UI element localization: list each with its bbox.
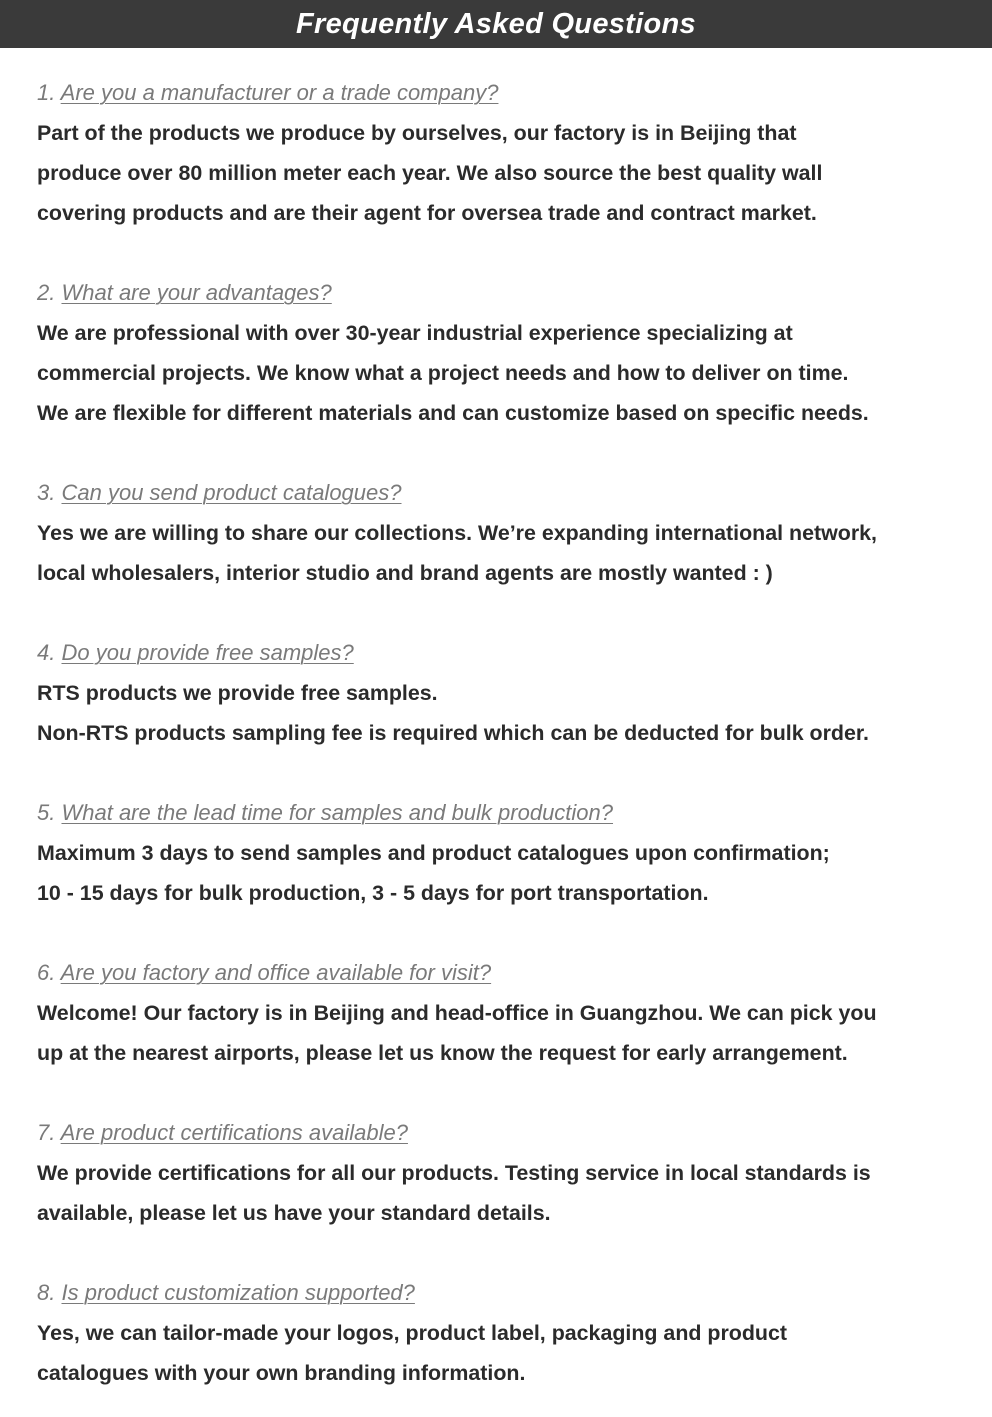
answer-line: 10 - 15 days for bulk production, 3 - 5 days for port transportation. [37, 881, 709, 905]
question-number: 4. [37, 640, 56, 665]
answer-line: Non-RTS products sampling fee is required which can be deducted for bulk order. [37, 721, 869, 745]
faq-question-6 [37, 953, 967, 993]
faq-question-2 [37, 273, 967, 313]
faq-question-8 [37, 1273, 967, 1313]
question-text: Are you a manufacturer or a trade company? [60, 80, 499, 105]
answer-line: catalogues with your own branding information. [37, 1361, 526, 1385]
question-number: 6. [37, 960, 56, 985]
question-number: 7. [37, 1120, 56, 1145]
faq-item-2 [37, 273, 967, 433]
question-text: Is product customization supported? [61, 1280, 415, 1305]
faq-answer-5 [37, 833, 967, 913]
faq-answer-4 [37, 673, 967, 753]
question-number: 3. [37, 480, 56, 505]
question-number: 8. [37, 1280, 56, 1305]
faq-answer-1 [37, 113, 967, 233]
answer-line: Part of the products we produce by ourselves, our factory is in Beijing that [37, 121, 797, 145]
faq-question-7 [37, 1113, 967, 1153]
page-title: Frequently Asked Questions [296, 8, 696, 40]
faq-item-1 [37, 73, 967, 233]
answer-line: Yes we are willing to share our collections. We’re expanding international network, [37, 521, 877, 545]
answer-line: up at the nearest airports, please let us know the request for early arrangement. [37, 1041, 848, 1065]
question-number: 5. [37, 800, 56, 825]
faq-item-5 [37, 793, 967, 913]
faq-answer-7 [37, 1153, 967, 1233]
question-number: 1. [37, 80, 56, 105]
answer-line: Yes, we can tailor-made your logos, product label, packaging and product [37, 1321, 788, 1345]
answer-line: RTS products we provide free samples. [37, 681, 438, 705]
faq-header-bar [0, 0, 992, 48]
question-text: Are you factory and office available for visit? [60, 960, 492, 985]
faq-answer-2 [37, 313, 967, 433]
answer-line: produce over 80 million meter each year. We also source the best quality wall [37, 161, 823, 185]
faq-item-3 [37, 473, 967, 593]
faq-question-4 [37, 633, 967, 673]
answer-line: commercial projects. We know what a project needs and how to deliver on time. [37, 361, 849, 385]
faq-answer-3 [37, 513, 967, 593]
question-text: What are the lead time for samples and bulk production? [61, 800, 614, 825]
faq-question-1 [37, 73, 967, 113]
answer-line: Welcome! Our factory is in Beijing and head-office in Guangzhou. We can pick you [37, 1001, 877, 1025]
faq-answer-6 [37, 993, 967, 1073]
answer-line: Maximum 3 days to send samples and product catalogues upon confirmation; [37, 841, 830, 865]
question-number: 2. [37, 280, 56, 305]
faq-item-8 [37, 1273, 967, 1393]
answer-line: We are flexible for different materials and can customize based on specific needs. [37, 401, 869, 425]
answer-line: covering products and are their agent for oversea trade and contract market. [37, 201, 817, 225]
answer-line: local wholesalers, interior studio and brand agents are mostly wanted : ) [37, 561, 773, 585]
faq-question-5 [37, 793, 967, 833]
question-text: Can you send product catalogues? [61, 480, 402, 505]
answer-line: available, please let us have your standard details. [37, 1201, 551, 1225]
faq-item-4 [37, 633, 967, 753]
question-text: Do you provide free samples? [61, 640, 354, 665]
faq-item-6 [37, 953, 967, 1073]
question-text: What are your advantages? [61, 280, 332, 305]
answer-line: We are professional with over 30-year industrial experience specializing at [37, 321, 793, 345]
faq-answer-8 [37, 1313, 967, 1393]
answer-line: We provide certifications for all our products. Testing service in local standards is [37, 1161, 871, 1185]
faq-question-3 [37, 473, 967, 513]
faq-item-7 [37, 1113, 967, 1233]
question-text: Are product certifications available? [60, 1120, 408, 1145]
